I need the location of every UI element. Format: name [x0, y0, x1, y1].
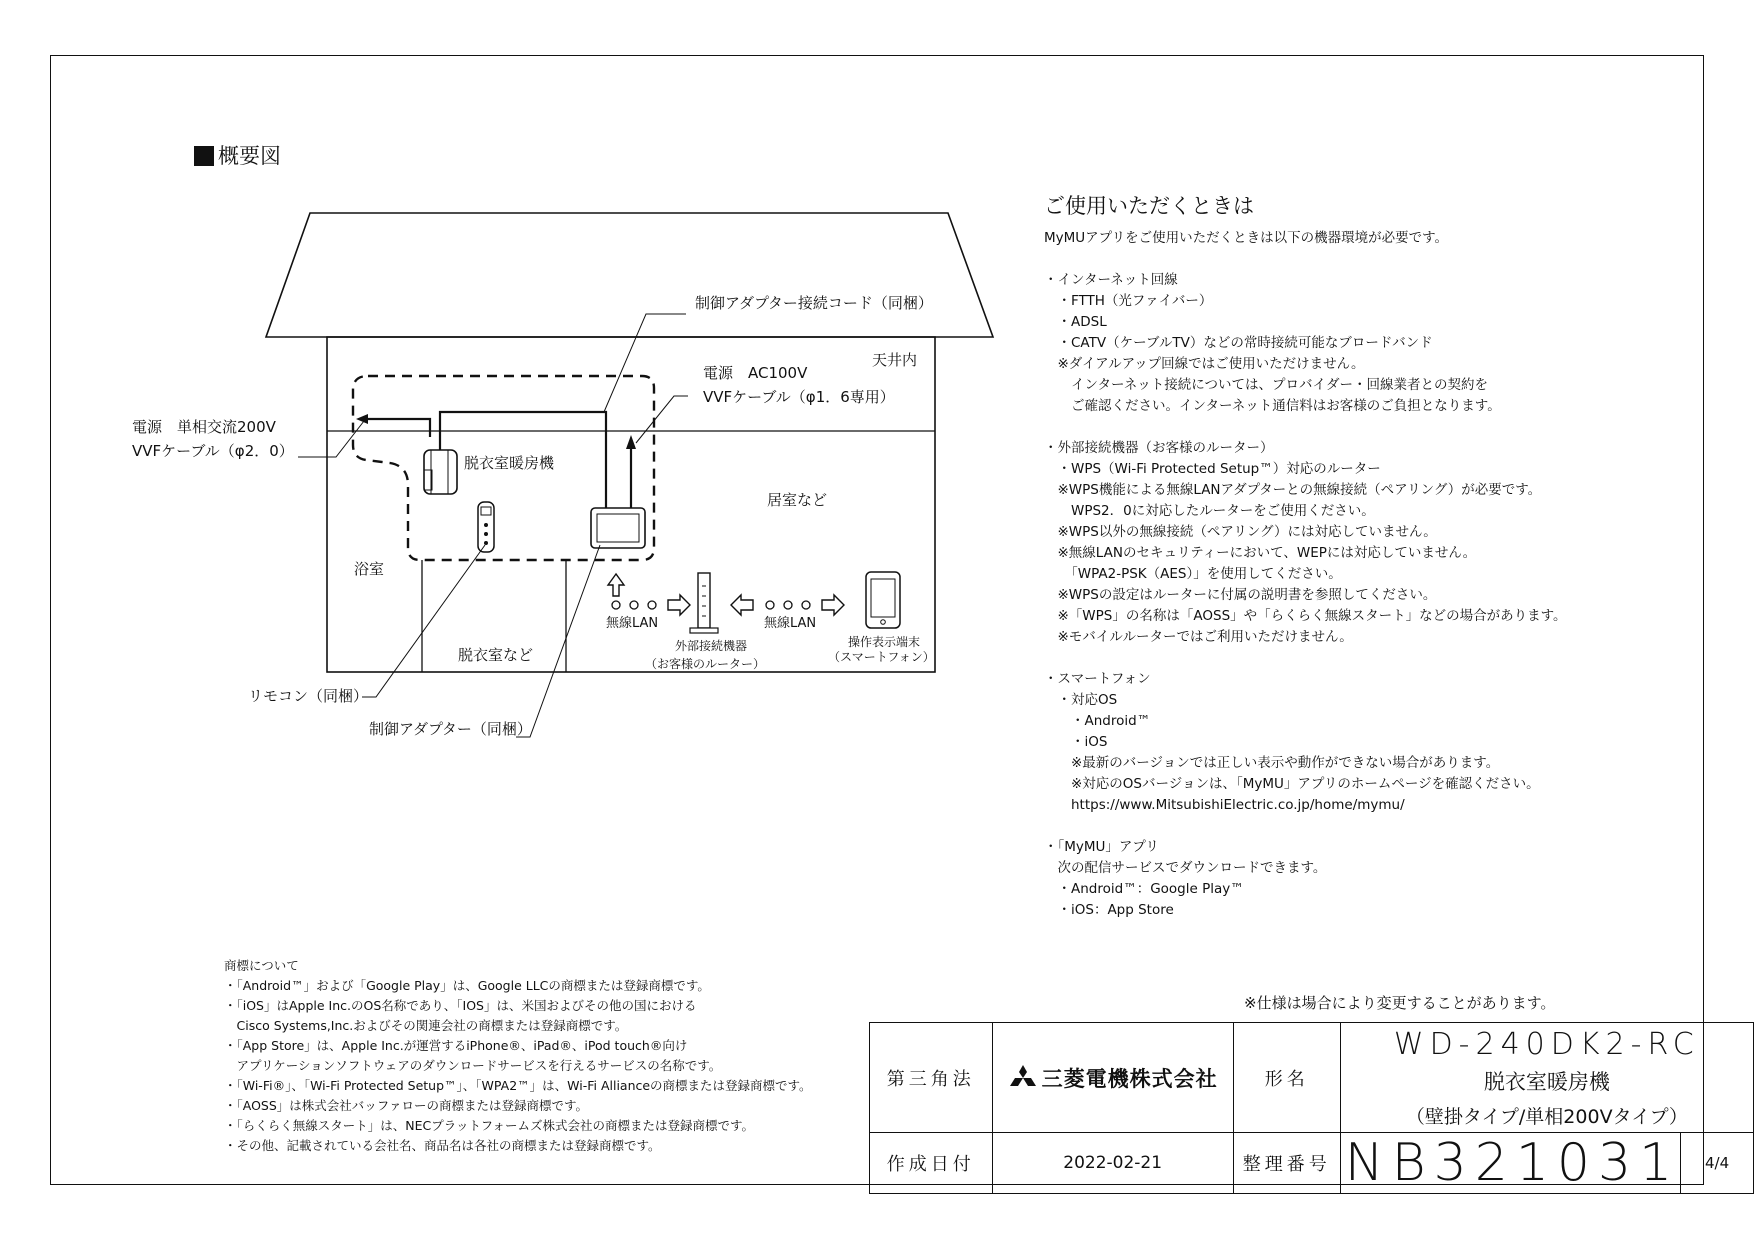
trademark-line: ・「AOSS」は株式会社バッファローの商標または登録商標です。: [224, 1098, 589, 1113]
trademark-line: ・「App Store」は、Apple Inc.が運営するiPhone®、iPad®、iPod touch®向け: [224, 1038, 688, 1053]
arrow-up-icon: [626, 435, 636, 449]
label-power-ac100-1: 電源 AC100V: [703, 364, 808, 382]
page-number: 4/4: [1681, 1133, 1754, 1194]
company-cell: [992, 1023, 1233, 1133]
trademark-line: アプリケーションソフトウェアのダウンロードサービスを行えるサービスの名称です。: [224, 1058, 722, 1073]
usage-line: ・スマートフォン: [1044, 671, 1151, 687]
usage-line: ※WPS以外の無線接続（ペアリング）には対応していません。: [1044, 524, 1437, 540]
wireless-right-arrow-2-icon: [822, 595, 844, 615]
usage-line: ご確認ください。インターネット通信料はお客様のご負担となります。: [1044, 398, 1501, 414]
trademark-line: ・「らくらく無線スタート」は、NECプラットフォームズ株式会社の商標または登録商標です。: [224, 1118, 754, 1133]
model-label: 形名: [1233, 1023, 1340, 1133]
label-router-1: 外部接続機器: [675, 639, 748, 653]
product-name: 脱衣室暖房機: [1483, 1069, 1610, 1094]
usage-line: ※WPS機能による無線LANアダプターとの無線接続（ペアリング）が必要です。: [1044, 482, 1542, 498]
wireless-left-arrow-icon: [731, 595, 753, 615]
usage-requirements: [1044, 190, 1664, 921]
label-router-2: （お客様のルーター）: [645, 657, 766, 671]
usage-line: 次の配信サービスでダウンロードできます。: [1044, 860, 1327, 876]
label-power-200-1: 電源 単相交流200V: [132, 418, 276, 436]
leader-adapter: [516, 545, 600, 737]
usage-line: MyMUアプリをご使用いただくときは以下の機器環境が必要です。: [1044, 230, 1449, 246]
usage-line: ※WPSの設定はルーターに付属の説明書を参照してください。: [1044, 587, 1437, 603]
leader-adapter-cord: [604, 314, 686, 412]
mitsubishi-logo-icon: [1008, 1064, 1038, 1092]
trademark-line: ・その他、記載されている会社名、商品名は各社の商標または登録商標です。: [224, 1138, 661, 1153]
usage-line: ※最新のバージョンでは正しい表示や動作ができない場合があります。: [1044, 755, 1500, 771]
label-terminal-1: 操作表示端末: [848, 635, 921, 649]
usage-line: ※無線LANのセキュリティーにおいて、WEPには対応していません。: [1044, 545, 1477, 561]
product-type: （壁掛タイプ/単相200Vタイプ）: [1405, 1105, 1688, 1128]
usage-line: WPS2．0に対応したルーターをご使用ください。: [1044, 503, 1375, 519]
power-200v-wire: [364, 419, 430, 437]
leader-ac100: [636, 396, 688, 443]
model-number: WD-240DK2-RC: [1393, 1026, 1700, 1062]
usage-line: ・Android™：Google Play™: [1044, 881, 1244, 897]
usage-line: ・「MyMU」アプリ: [1044, 839, 1159, 855]
company-name: 三菱電機株式会社: [1041, 1066, 1218, 1091]
wireless-right-arrow-icon: [668, 595, 690, 615]
label-power-ac100-2: VVFケーブル（φ1．6専用）: [703, 388, 895, 406]
router-icon: [698, 573, 710, 628]
date-label: 作成日付: [870, 1133, 993, 1194]
usage-line: ※モバイルルーターではご利用いただけません。: [1044, 629, 1353, 645]
heater-unit-icon: [424, 450, 457, 494]
label-bathroom: 浴室: [354, 560, 385, 578]
trademark-notes: [224, 956, 874, 1156]
usage-line: [1044, 417, 1664, 438]
label-terminal-2: （スマートフォン）: [828, 650, 935, 664]
usage-line: 「WPA2-PSK（AES）」を使用してください。: [1044, 566, 1342, 582]
usage-line: [1044, 249, 1664, 270]
usage-line: ※「WPS」の名称は「AOSS」や「らくらく無線スタート」などの場合があります。: [1044, 608, 1567, 624]
trademark-heading: 商標について: [224, 958, 299, 973]
label-adapter: 制御アダプター（同梱）: [369, 720, 532, 738]
usage-line: [1044, 816, 1664, 837]
usage-line: [1044, 648, 1664, 669]
drawing-number-label: 整理番号: [1233, 1133, 1340, 1194]
usage-line: ※ダイアルアップ回線ではご使用いただけません。: [1044, 356, 1365, 372]
usage-line: ・ADSL: [1044, 314, 1107, 330]
trademark-line: ・「iOS」はApple Inc.のOS名称であり、「IOS」は、米国およびその他の国における: [224, 998, 697, 1013]
house-roof: [266, 213, 993, 337]
label-heater: 脱衣室暖房機: [464, 454, 555, 472]
overview-title: 概要図: [218, 144, 281, 168]
drawing-number: NB321031: [1340, 1133, 1680, 1194]
usage-line: ・iOS：App Store: [1044, 902, 1174, 918]
usage-line: ・FTTH（光ファイバー）: [1044, 293, 1213, 309]
usage-line: ・WPS（Wi-Fi Protected Setup™）対応のルーター: [1044, 461, 1381, 477]
label-adapter-cord: 制御アダプター接続コード（同梱）: [695, 294, 933, 312]
title-block: [869, 1022, 1754, 1194]
creation-date: 2022-02-21: [992, 1133, 1233, 1194]
usage-line: ・インターネット回線: [1044, 272, 1178, 288]
mymu-url: https://www.MitsubishiElectric.co.jp/home/mymu/: [1044, 797, 1405, 813]
wireless-up-arrow-icon: [608, 574, 624, 596]
usage-line: ・CATV（ケーブルTV）などの常時接続可能なブロードバンド: [1044, 335, 1433, 351]
label-remote: リモコン（同梱）: [248, 687, 369, 705]
label-power-200-2: VVFケーブル（φ2．0）: [132, 442, 294, 460]
label-wlan-right: 無線LAN: [764, 616, 817, 631]
usage-line: ・対応OS: [1044, 692, 1118, 708]
usage-line: ・外部接続機器（お客様のルーター）: [1044, 440, 1274, 456]
usage-line: インターネット接続については、プロバイダー・回線業者との契約を: [1044, 377, 1489, 393]
label-ceiling: 天井内: [872, 351, 918, 369]
trademark-line: Cisco Systems,Inc.およびその関連会社の商標または登録商標です。: [224, 1018, 628, 1033]
usage-heading: ご使用いただくときは: [1044, 194, 1254, 218]
projection-method: 第三角法: [870, 1023, 993, 1133]
spec-change-notice: ※仕様は場合により変更することがあります。: [1244, 994, 1556, 1012]
usage-line: ・Android™: [1044, 713, 1151, 729]
usage-line: ・iOS: [1044, 734, 1108, 750]
model-cell: [1340, 1023, 1753, 1133]
trademark-line: ・「Wi-Fi®」、「Wi-Fi Protected Setup™」、「WPA2™」は、Wi-Fi Allianceの商標または登録商標です。: [224, 1078, 812, 1093]
arrow-left-icon: [356, 414, 368, 424]
label-wlan-left: 無線LAN: [606, 616, 659, 631]
label-dressing-room: 脱衣室など: [458, 646, 534, 664]
trademark-line: ・「Android™」および「Google Play」は、Google LLCの商標または登録商標です。: [224, 978, 710, 993]
usage-line: ※対応のOSバージョンは、「MyMU」アプリのホームページを確認ください。: [1044, 776, 1540, 792]
label-living: 居室など: [767, 491, 828, 509]
